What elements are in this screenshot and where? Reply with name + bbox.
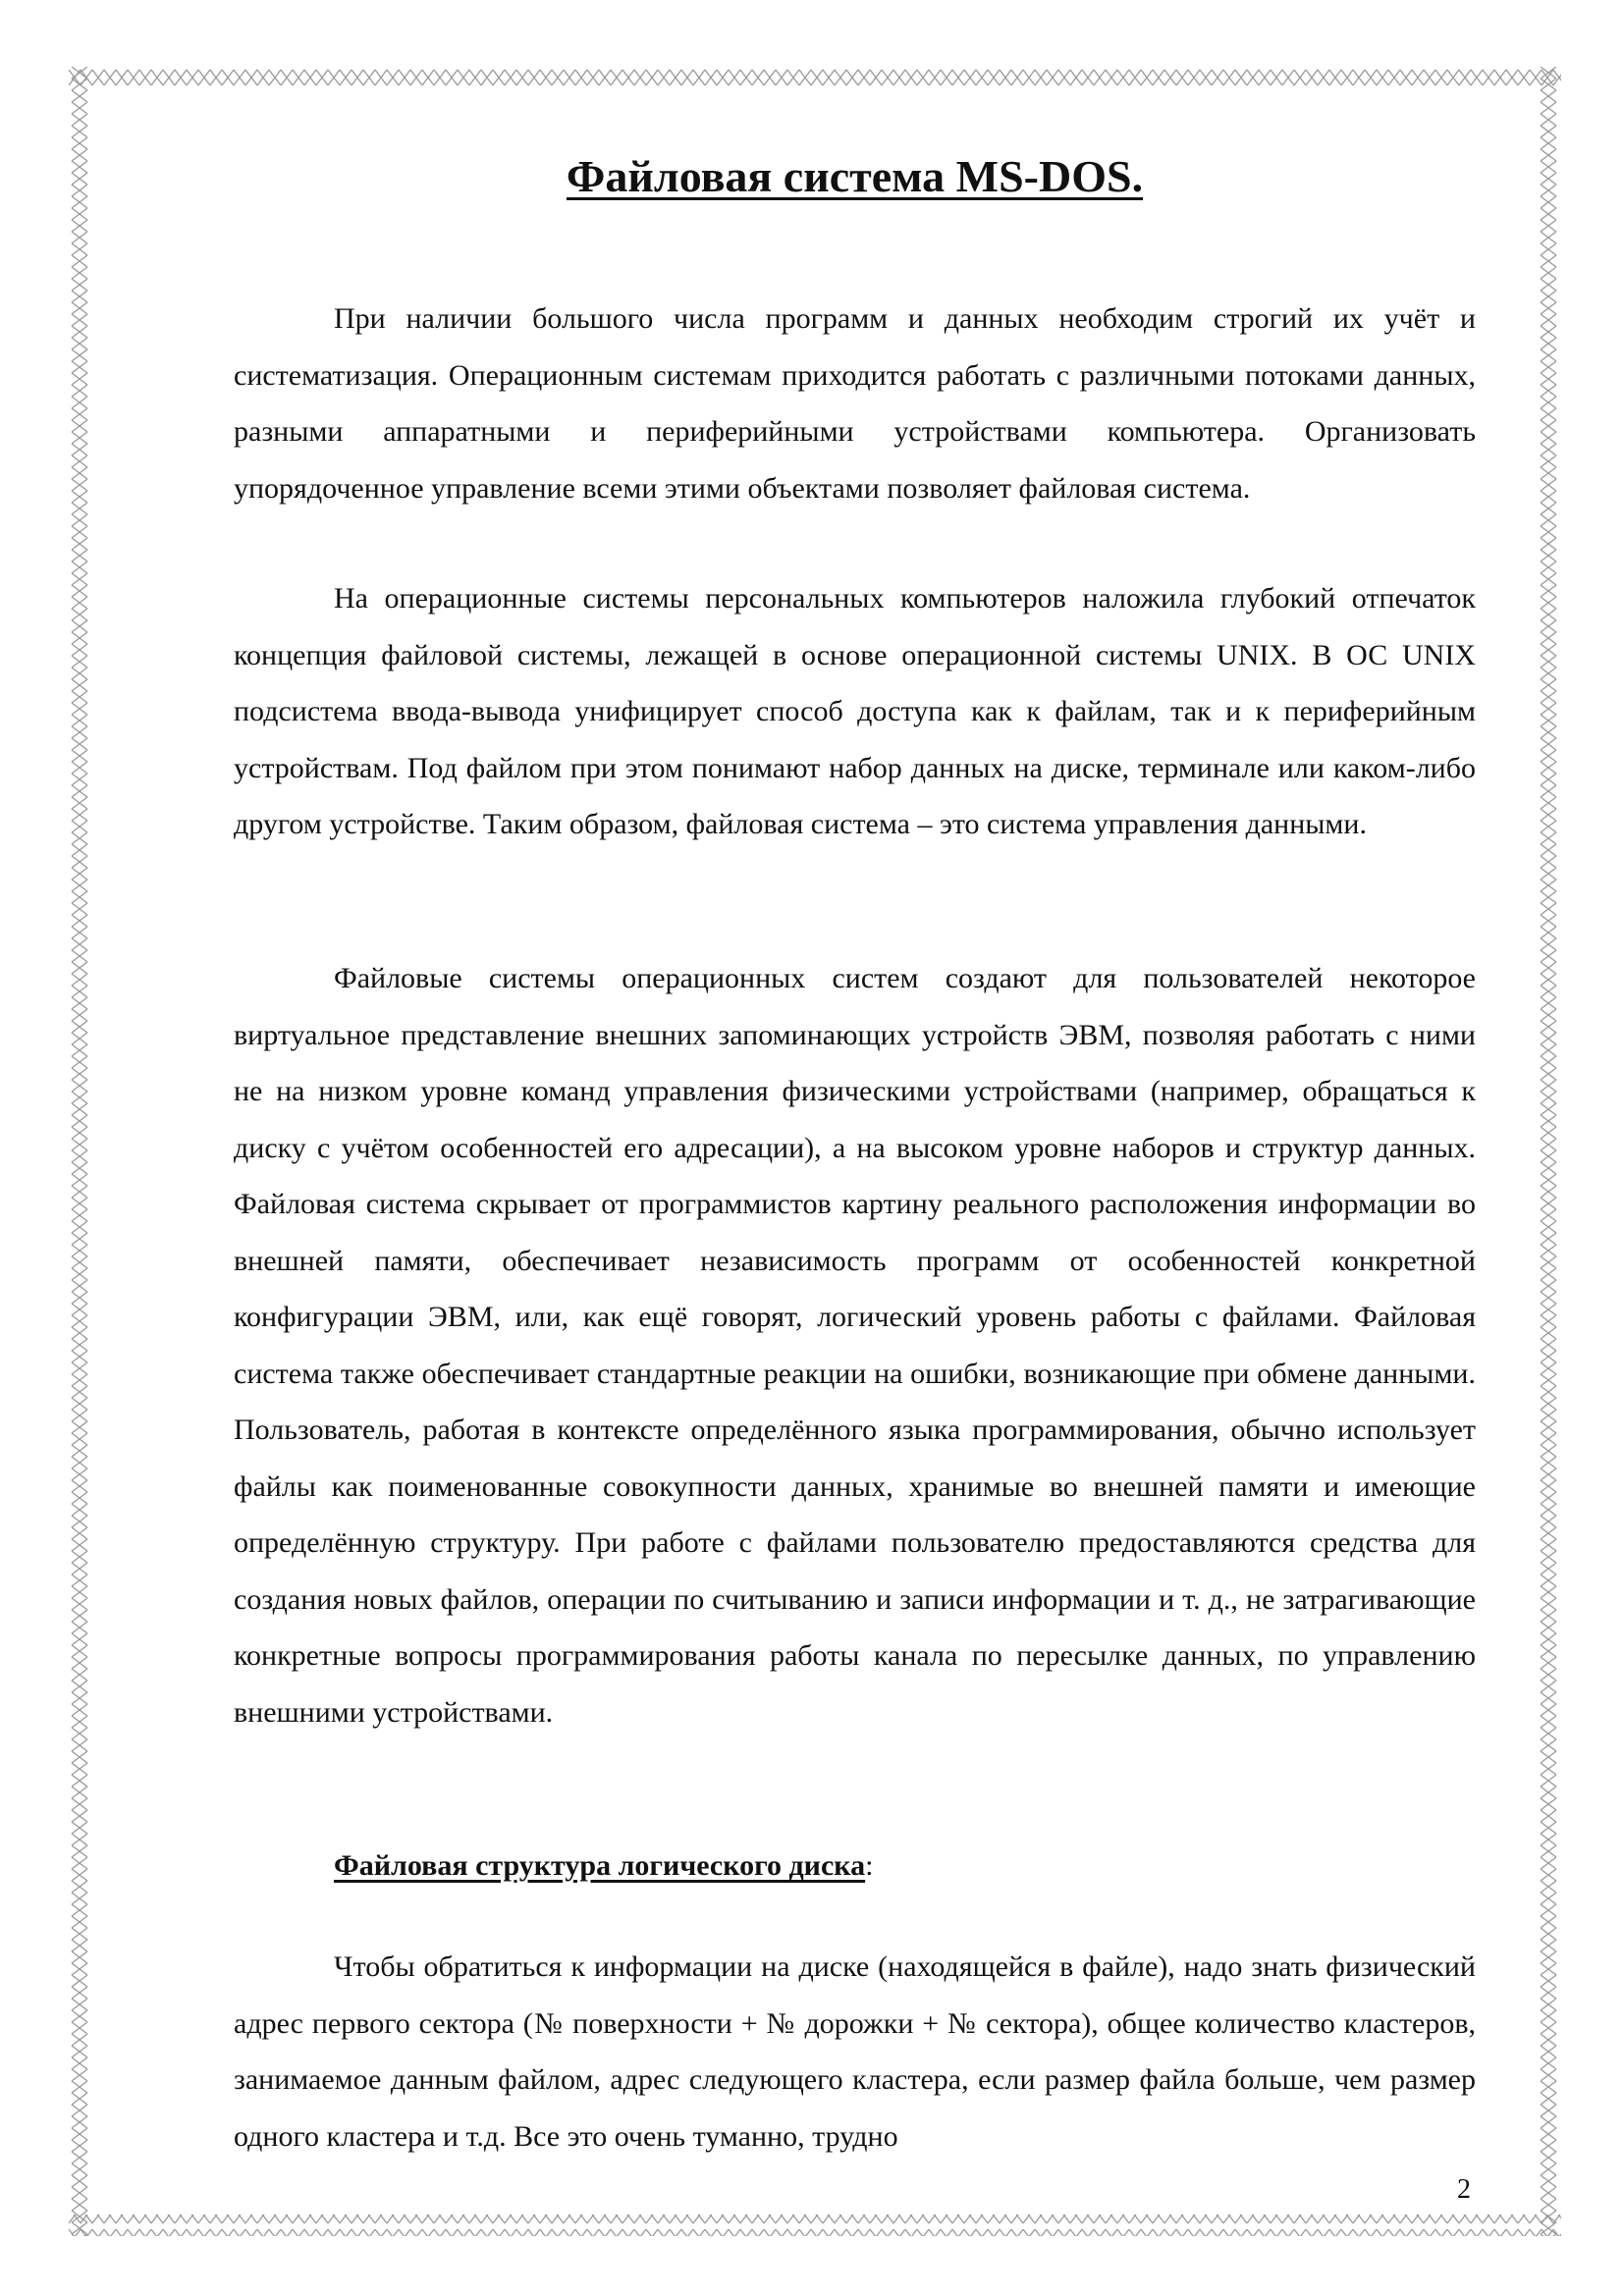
- paragraph-1: При наличии большого числа программ и данных необходим строгий их учёт и систематизация. Операционным системам приходится работать с различными потоками данных, разными аппаратными и периферийными устройствами компьютера. Организовать упорядоченное управление всеми этими объектами позволяет файловая система.: [234, 302, 1476, 505]
- page-number: 2: [1457, 2174, 1471, 2205]
- paragraph-3: Файловые системы операционных систем создают для пользователей некоторое виртуальное представление внешних запоминающих устройств ЭВМ, позволяя работать с ними не на низком уровне команд управления физическими устройствами (например, обращаться к диску с учётом особенностей его адресации), а на высоком уровне наборов и структур данных. Файловая система скрывает от программистов картину реального расположения информации во внешней памяти, обеспечивает независимость программ от особенностей конкретной конфигурации ЭВМ, или, как ещё говорят, логический уровень работы с файлами. Файловая система также обеспечивает стандартные реакции на ошибки, возникающие при обмене данными. Пользователь, работая в контексте определённого языка программирования, обычно использует файлы как поименованные совокупности данных, хранимые во внешней памяти и имеющие определённую структуру. При работе с файлами пользователю предоставляются средства для создания новых файлов, операции по считыванию и записи информации и т. д., не затрагивающие конкретные вопросы программирования работы канала по пересылке данных, по управлению внешними устройствами.: [234, 962, 1476, 1729]
- subheading-colon: :: [865, 1849, 874, 1882]
- paragraph-2: На операционные системы персональных компьютеров наложила глубокий отпечаток концепция файловой системы, лежащей в основе операционной системы UNIX. В ОС UNIX подсистема ввода-вывода унифицирует способ доступа как к файлам, так и к периферийным устройствам. Под файлом при этом понимают набор данных на диске, терминале или каком-либо другом устройстве. Таким образом, файловая система – это система управления данными.: [234, 582, 1476, 840]
- subheading-text: Файловая структура логического диска: [334, 1849, 866, 1882]
- document-title: Файловая система MS-DOS.: [566, 151, 1144, 201]
- section-subheading: [234, 1838, 1476, 1895]
- paragraph-4: Чтобы обратиться к информации на диске (находящейся в файле), надо знать физический адрес первого сектора (№ поверхности + № дорожки + № сектора), общее количество кластеров, занимаемое данным файлом, адрес следующего кластера, если размер файла больше, чем размер одного кластера и т.д. Все это очень туманно, трудно: [234, 1950, 1476, 2153]
- page-content: [234, 147, 1476, 2153]
